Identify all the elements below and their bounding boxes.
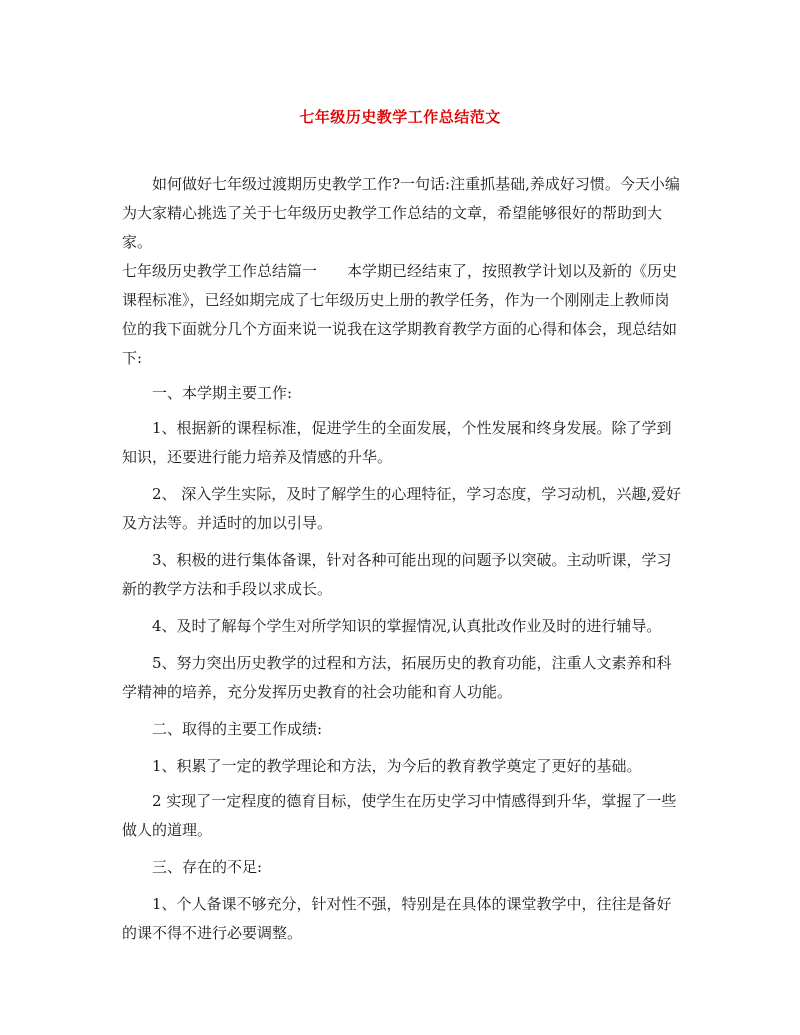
work-item-5: 5、努力突出历史教学的过程和方法，拓展历史的教育功能，注重人文素养和科学精神的培养，充分发挥历史教育的社会功能和育人功能。 [122, 654, 672, 701]
document-title: 七年级历史教学工作总结范文 [299, 108, 501, 126]
document-body [122, 170, 682, 948]
achievement-item-1: 1、积累了一定的教学理论和方法，为今后的教育教学奠定了更好的基础。 [152, 757, 642, 775]
work-item-4: 4、及时了解每个学生对所学知识的掌握情况,认真批改作业及时的进行辅导。 [152, 617, 662, 635]
intro-paragraph: 如何做好七年级过渡期历史教学工作?一句话:注重抓基础,养成好习惯。今天小编为大家精心挑选了关于七年级历史教学工作总结的文章，希望能够很好的帮助到大家。 [122, 175, 680, 251]
section-heading-shortcomings: 三、存在的不足: [152, 858, 263, 876]
shortcoming-item-1: 1、个人备课不够充分，针对性不强，特别是在具体的课堂教学中，往往是备好的课不得不进行必要调整。 [122, 895, 672, 942]
article-opening-paragraph: 七年级历史教学工作总结篇一 本学期已经结束了，按照教学计划以及新的《历史课程标准》，已经如期完成了七年级历史上册的教学任务，作为一个刚刚走上教师岗位的我下面就分几个方面来说一说我在这学期教育教学方面的心得和体会，现总结如下: [122, 262, 678, 367]
work-item-2: 2、 深入学生实际，及时了解学生的心理特征，学习态度，学习动机，兴趣,爱好及方法等。并适时的加以引导。 [122, 485, 682, 532]
achievement-item-2: 2 实现了一定程度的德育目标，使学生在历史学习中情感得到升华，掌握了一些做人的道理。 [122, 792, 677, 839]
work-item-1: 1、根据新的课程标准，促进学生的全面发展，个性发展和终身发展。除了学到知识，还要进行能力培养及情感的升华。 [122, 419, 672, 466]
section-heading-achievements: 二、取得的主要工作成绩: [152, 720, 323, 738]
work-item-3: 3、积极的进行集体备课，针对各种可能出现的问题予以突破。主动听课，学习新的教学方法和手段以求成长。 [122, 551, 672, 598]
section-heading-main-work: 一、本学期主要工作: [152, 384, 293, 402]
